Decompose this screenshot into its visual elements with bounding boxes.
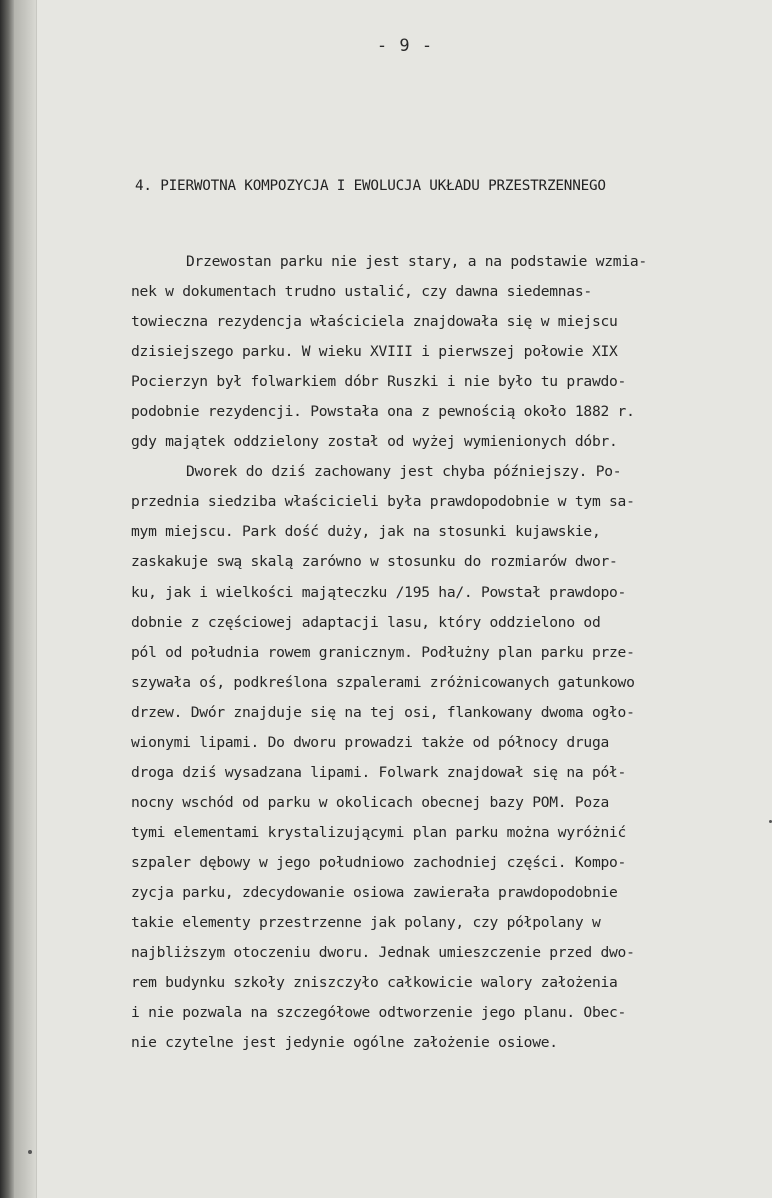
- text-line: i nie pozwala na szczegółowe odtworzenie jego planu. Obec-: [131, 1004, 627, 1022]
- page-number: - 9 -: [376, 36, 434, 56]
- book-spine: [0, 0, 14, 1198]
- text-line: dobnie z częściowej adaptacji lasu, który oddzielono od: [131, 613, 601, 631]
- text-line: Dworek do dziś zachowany jest chyba późniejszy. Po-: [186, 463, 622, 481]
- text-line: Drzewostan parku nie jest stary, a na podstawie wzmia-: [186, 253, 647, 270]
- text-line: przednia siedziba właścicieli była prawdopodobnie w tym sa-: [131, 493, 635, 511]
- text-line: Pocierzyn był folwarkiem dóbr Ruszki i nie było tu prawdo-: [131, 373, 627, 391]
- text-line: pól od południa rowem granicznym. Podłużny plan parku prze-: [131, 643, 635, 661]
- text-line: wionymi lipami. Do dworu prowadzi także od północy druga: [131, 733, 610, 751]
- text-line: szpaler dębowy w jego południowo zachodniej części. Kompo-: [131, 853, 627, 871]
- text-line: towieczna rezydencja właściciela znajdowała się w miejscu: [131, 313, 618, 331]
- text-line: nocny wschód od parku w okolicach obecnej bazy POM. Poza: [131, 793, 610, 811]
- text-line: takie elementy przestrzenne jak polany, czy półpolany w: [131, 914, 601, 932]
- text-line: dzisiejszego parku. W wieku XVIII i pierwszej połowie XIX: [131, 343, 618, 361]
- text-line: tymi elementami krystalizującymi plan parku można wyróżnić: [131, 823, 627, 841]
- text-line: rem budynku szkoły zniszczyło całkowicie walory założenia: [131, 974, 618, 992]
- section-heading: 4. PIERWOTNA KOMPOZYCJA I EWOLUCJA UKŁADU PRZESTRZENNEGO: [135, 178, 606, 194]
- text-line: zaskakuje swą skalą zarówno w stosunku do rozmiarów dwor-: [131, 553, 618, 571]
- document-page: [36, 0, 772, 1198]
- text-line: najbliższym otoczeniu dworu. Jednak umieszczenie przed dwo-: [131, 944, 635, 962]
- text-line: podobnie rezydencji. Powstała ona z pewnością około 1882 r.: [131, 403, 635, 421]
- text-line: gdy majątek oddzielony został od wyżej wymienionych dóbr.: [131, 433, 618, 451]
- text-line: drzew. Dwór znajduje się na tej osi, flankowany dwoma ogło-: [131, 703, 635, 721]
- margin-dot: [28, 1150, 32, 1154]
- text-line: szywała oś, podkreślona szpalerami zróżnicowanych gatunkowo: [131, 673, 635, 691]
- text-line: ku, jak i wielkości mająteczku /195 ha/. Powstał prawdopo-: [131, 583, 627, 601]
- text-line: mym miejscu. Park dość duży, jak na stosunki kujawskie,: [131, 523, 601, 541]
- page-gutter-shadow: [14, 0, 36, 1198]
- text-line: zycja parku, zdecydowanie osiowa zawierała prawdopodobnie: [131, 883, 618, 901]
- body-paragraphs: [131, 247, 771, 1058]
- text-line: nek w dokumentach trudno ustalić, czy dawna siedemnas-: [131, 283, 592, 301]
- text-line: droga dziś wysadzana lipami. Folwark znajdował się na pół-: [131, 763, 627, 781]
- text-line: nie czytelne jest jedynie ogólne założenie osiowe.: [131, 1034, 558, 1052]
